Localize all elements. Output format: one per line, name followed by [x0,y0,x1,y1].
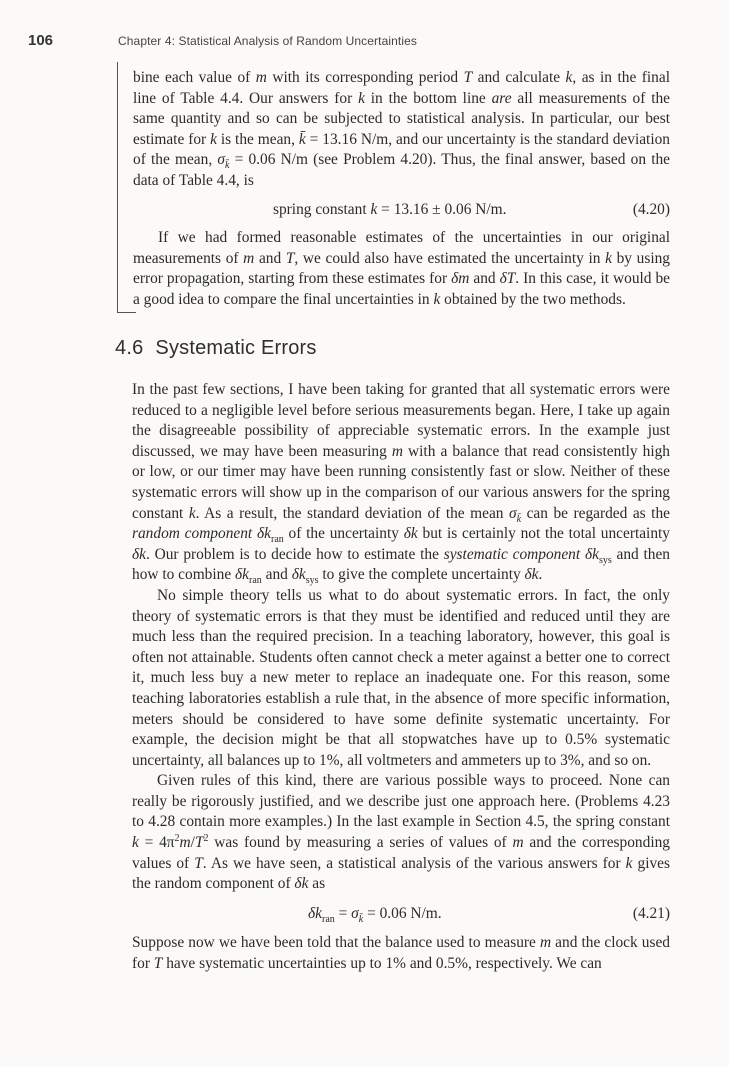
equation-expression: spring constant k = 13.16 ± 0.06 N/m. [273,200,507,218]
section-number: 4.6 [115,337,144,359]
paragraph-2: If we had formed reasonable estimates of the uncertainties in our original measurements of m and T, we could also have estimated the uncertainty in k by using error propagation, starting from these estimates for δm and δT. In this case, it would be a good idea to compare the final uncertainties in k obtained by the two methods. [133,229,670,308]
equation-4-20 [133,200,670,221]
section-heading [115,337,317,360]
paragraph-3: In the past few sections, I have been taking for granted that all systematic errors were reduced to a negligible level before serious measurements began. Here, I take up again the disagreeable possibility of appreciable systematic errors. In the example just discussed, we may have been measuring m with a balance that read consistently high or low, or our timer may have been running consistently fast or slow. Neither of these systematic errors will show up in the comparison of our various answers for the spring constant k. As a result, the standard deviation of the mean $\sigma_{k̄}$ can be regarded as the random component $\delta k_{ran}$ of the uncertainty δk but is certainly not the total uncertainty δk. Our problem is to decide how to estimate the systematic component $\delta k_{sys}$ and then how to combine $\delta k_{ran}$ and $\delta k_{sys}$ to give the complete uncertainty δk. [132,381,670,587]
paragraph-5: Given rules of this kind, there are various possible ways to proceed. None can really be rigorously justified, and we describe just one approach here. (Problems 4.23 to 4.28 contain more examples.) In the last example in Section 4.5, the spring constant $k = 4\pi^2m/T^2$ was found by measuring a series of values of m and the corresponding values of T. As we have seen, a statistical analysis of the various answers for k gives the random component of δk as [132,772,670,893]
text-block-2 [132,380,670,975]
equation-number: (4.20) [632,200,670,218]
page-number: 106 [28,32,54,49]
paragraph-4: No simple theory tells us what to do about systematic errors. In fact, the only theory of systematic errors is that they must be identified and reduced until they are much less than the required precision. In a teaching laboratory, however, this goal is often not attainable. Students often cannot check a meter against a better one to correct it, much less buy a new meter to replace an inadequate one. For this reason, some teaching laboratories establish a rule that, in the absence of more specific information, meters should be considered to have some definite systematic uncertainty. For example, the decision might be that all stopwatches have up to 0.5% systematic uncertainty, all balances up to 1%, all voltmeters and ammeters up to 3%, and so on. [132,586,670,769]
paragraph-1: bine each value of m with its corresponding period T and calculate k, as in the final line of Table 4.4. Our answers for k in the bottom line are all measurements of the same quantity and so can be subjected to statistical analysis. In particular, our best estimate for k is the mean, k̄ = 13.16 N/m, and our uncertainty is the standard deviation of the mean, $\sigma_{k̄} = 0.06$ N/m (see Problem 4.20). Thus, the final answer, based on the data of Table 4.4, is [133,69,671,189]
equation-4-21 [132,904,670,925]
text-block-1 [133,68,670,311]
section-title: Systematic Errors [155,337,317,359]
running-head: Chapter 4: Statistical Analysis of Random Uncertainties [118,34,417,48]
paragraph-6: Suppose now we have been told that the balance used to measure m and the clock used for T have systematic uncertainties up to 1% and 0.5%, respectively. We can [132,934,670,973]
equation-number: (4.21) [632,904,670,922]
equation-expression: $\delta k_{ran} = \sigma_{k̄} = 0.06$ N/m. [308,904,442,925]
